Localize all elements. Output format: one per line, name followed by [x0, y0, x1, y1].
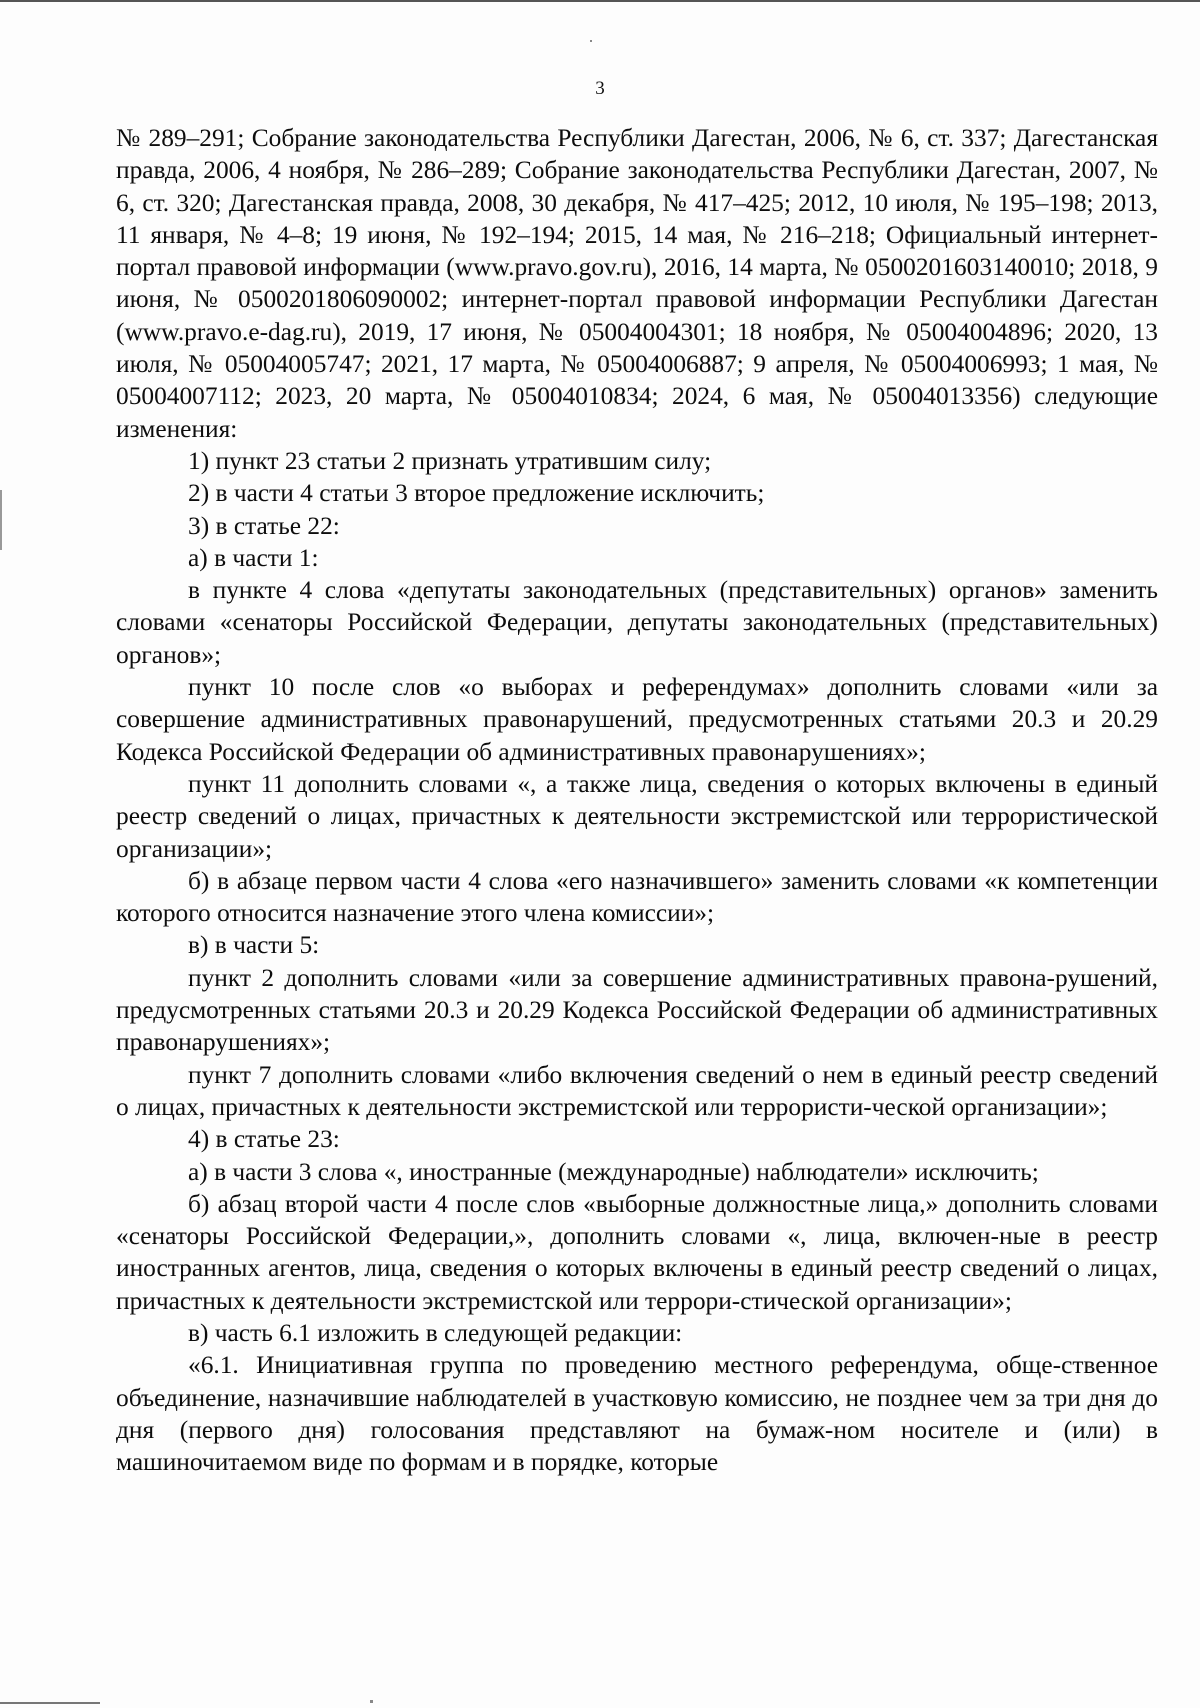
paragraph: б) абзац второй части 4 после слов «выборные должностные лица,» дополнить словами «сенаторы Российской Федерации,», дополнить словами «, лица, включен-ные в реестр иностранных агентов, лица, сведения о которых включены в единый реестр сведений о лицах, причастных к деятельности экстремистской или террори-стической организации»;	[116, 1189, 1158, 1315]
paragraph: б) в абзаце первом части 4 слова «его назначившего» заменить словами «к компетенции которого относится назначение этого члена комиссии»;	[116, 866, 1158, 928]
paragraph: пункт 11 дополнить словами «, а также лица, сведения о которых включены в единый реестр сведений о лицах, причастных к деятельности экстремистской или террористической организации»;	[116, 769, 1158, 863]
paragraph: «6.1. Инициативная группа по проведению местного референдума, обще-ственное объединение, назначившие наблюдателей в участковую комиссию, не позднее чем за три дня до дня (первого дня) голосования представляют на бумаж-ном носителе и (или) в машиночитаемом виде по формам и в порядке, которые	[116, 1351, 1158, 1477]
scan-edge-left	[0, 490, 2, 550]
scan-speck	[590, 40, 592, 42]
scan-edge-bottom	[0, 1702, 100, 1704]
scan-speck	[370, 1700, 373, 1703]
paragraph: пункт 2 дополнить словами «или за совершение административных правона-рушений, предусмотренных статьями 20.3 и 20.29 Кодекса Российской Федерации об административных правонарушениях»;	[116, 963, 1158, 1057]
paragraph: 4) в статье 23:	[188, 1125, 340, 1154]
document-body	[116, 122, 1158, 1478]
paragraph: в пункте 4 слова «депутаты законодательных (представительных) органов» заменить словами «сенаторы Российской Федерации, депутаты законодательных (представительных) органов»;	[116, 576, 1158, 669]
paragraph: а) в части 1:	[188, 543, 319, 572]
paragraph: № 289–291; Собрание законодательства Республики Дагестан, 2006, № 6, ст. 337; Дагестанская правда, 2006, 4 ноября, № 286–289; Собрание законодательства Республики Дагестан, 2007, № 6, ст. 320; Дагестанская правда, 2008, 30 декабря, № 417–425; 2012, 10 июля, № 195–198; 2013, 11 января, № 4–8; 19 июня, № 192–194; 2015, 14 мая, № 216–218; Официальный интернет-портал правовой информации (www.pravo.gov.ru), 2016, 14 марта, № 0500201603140010; 2018, 9 июня, № 0500201806090002; интернет-портал правовой информации Республики Дагестан (www.pravo.e-dag.ru), 2019, 17 июня, № 05004004301; 18 ноября, № 05004004896; 2020, 13 июля, № 05004005747; 2021, 17 марта, № 05004006887; 9 апреля, № 05004006993; 1 мая, № 05004007112; 2023, 20 марта, № 05004010834; 2024, 6 мая, № 05004013356) следующие изменения:	[116, 124, 1158, 443]
paragraph: в) часть 6.1 изложить в следующей редакции:	[188, 1318, 683, 1347]
scan-edge-top	[0, 0, 1200, 2]
page-number: 3	[595, 78, 605, 99]
paragraph: 1) пункт 23 статьи 2 признать утратившим силу;	[188, 446, 712, 475]
paragraph: а) в части 3 слова «, иностранные (международные) наблюдатели» исключить;	[188, 1157, 1039, 1186]
paragraph: пункт 7 дополнить словами «либо включения сведений о нем в единый реестр сведений о лицах, причастных к деятельности экстремистской или террористи-ческой организации»;	[116, 1060, 1158, 1121]
paragraph: 2) в части 4 статьи 3 второе предложение исключить;	[188, 479, 765, 508]
paragraph: пункт 10 после слов «о выборах и референдумах» дополнить словами «или за совершение административных правонарушений, предусмотренных статьями 20.3 и 20.29 Кодекса Российской Федерации об административных правонарушениях»;	[116, 673, 1158, 766]
paragraph: 3) в статье 22:	[188, 511, 340, 540]
paragraph: в) в части 5:	[188, 931, 320, 960]
